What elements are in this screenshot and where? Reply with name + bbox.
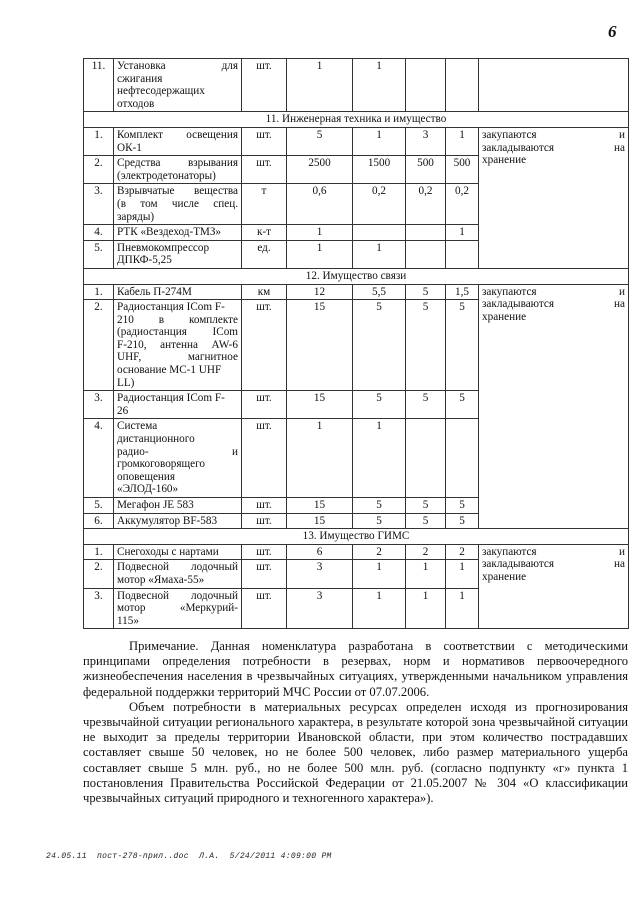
name-word: ICom xyxy=(212,326,238,339)
quantity-cell xyxy=(353,225,406,241)
name-word: «Меркурий- xyxy=(179,602,238,615)
quantity-cell: 1500 xyxy=(353,156,406,184)
name-word: комплекте xyxy=(188,313,238,326)
note-line xyxy=(482,558,625,571)
quantity-cell: 1 xyxy=(353,127,406,155)
row-number: 3. xyxy=(84,184,114,225)
row-number: 4. xyxy=(84,225,114,241)
quantity-cell: 2 xyxy=(353,544,406,560)
name-line xyxy=(117,198,238,211)
name-line xyxy=(117,561,238,574)
name-line: громкоговорящего xyxy=(117,458,206,471)
row-number: 6. xyxy=(84,513,114,529)
unit-cell: шт. xyxy=(242,513,287,529)
row-number: 5. xyxy=(84,240,114,268)
name-line: Система xyxy=(117,420,158,433)
quantity-cell: 15 xyxy=(287,498,353,514)
note-line xyxy=(482,142,625,155)
quantity-cell: 1 xyxy=(446,560,479,588)
name-word: Взрывчатые xyxy=(117,185,175,198)
item-name xyxy=(114,560,242,588)
unit-cell: шт. xyxy=(242,560,287,588)
name-word: мотор xyxy=(117,602,146,615)
note-line xyxy=(482,286,625,299)
quantity-cell: 5 xyxy=(406,300,446,391)
note-word: на xyxy=(614,558,625,571)
note-paragraph: Примечание. Данная номенклатура разработана в соответствии с методическими принципами определения потребности в резервах, норм и нормативов первоочередного жизнеобеспечения населения в чрезвычайных ситуациях, утвержденными начальником управления федеральной поддержки территорий МЧС России от 07.07.2006. xyxy=(83,639,628,699)
volume-paragraph: Объем потребности в материальных ресурсах определен исходя из прогнозирования чрезвычайной ситуации регионального характера, в результате которой зона чрезвычайной ситуации не выходит за пределы территории Ивановской области, при этом количество пострадавших составляет свыше 50 человек, но не более 500 человек, либо размер материального ущерба составляет свыше 5 млн. руб., но не более 500 млн. руб. (согласно подпункту «г» пункта 1 постановления Правительства Российской Федерации от 21.05.2007 № 304 «О классификации чрезвычайных ситуаций природного и техногенного характера»). xyxy=(83,699,628,806)
name-line: (электродетонаторы) xyxy=(117,169,216,182)
row-number: 11. xyxy=(84,59,114,112)
row-number: 2. xyxy=(84,560,114,588)
item-name xyxy=(114,225,242,241)
quantity-cell: 5 xyxy=(287,127,353,155)
note-word: закладываются xyxy=(482,558,555,571)
quantity-cell xyxy=(446,240,479,268)
note-word: закладываются xyxy=(482,141,555,154)
quantity-cell: 1 xyxy=(353,419,406,498)
name-line xyxy=(117,60,238,73)
note-word: на xyxy=(614,141,625,154)
table-row xyxy=(84,544,629,560)
unit-cell: км xyxy=(242,284,287,300)
note-word: закупаются xyxy=(482,285,537,298)
inventory-table-body xyxy=(84,59,629,629)
row-number: 1. xyxy=(84,127,114,155)
quantity-cell: 5 xyxy=(406,498,446,514)
item-name xyxy=(114,391,242,419)
quantity-cell: 1 xyxy=(353,588,406,629)
name-word: взрывания xyxy=(187,157,238,170)
quantity-cell: 1 xyxy=(446,127,479,155)
row-number: 3. xyxy=(84,588,114,629)
name-word: лодочный xyxy=(191,561,238,574)
quantity-cell: 5 xyxy=(446,300,479,391)
row-number: 5. xyxy=(84,498,114,514)
note-word: закупаются xyxy=(482,545,537,558)
section-header-row xyxy=(84,112,629,128)
quantity-cell xyxy=(406,225,446,241)
name-line xyxy=(117,446,238,459)
name-word: Подвесной xyxy=(117,589,170,602)
name-line: ОК-1 xyxy=(117,141,142,154)
quantity-cell: 5,5 xyxy=(353,284,406,300)
quantity-cell: 2 xyxy=(446,544,479,560)
name-word: антенна xyxy=(160,338,198,351)
unit-cell: шт. xyxy=(242,498,287,514)
name-word: в xyxy=(158,313,165,326)
name-word: Средства xyxy=(117,157,161,170)
name-word: (в xyxy=(117,197,127,210)
name-line xyxy=(117,314,238,327)
item-name xyxy=(114,498,242,514)
storage-note-cell xyxy=(479,127,629,268)
quantity-cell: 3 xyxy=(287,588,353,629)
note-word: и xyxy=(619,285,625,298)
row-number: 4. xyxy=(84,419,114,498)
storage-note-cell xyxy=(479,284,629,529)
quantity-cell: 5 xyxy=(446,391,479,419)
name-line: нефтесодержащих xyxy=(117,85,205,98)
quantity-cell: 0,2 xyxy=(446,184,479,225)
quantity-cell: 5 xyxy=(353,498,406,514)
quantity-cell: 3 xyxy=(406,127,446,155)
quantity-cell: 1 xyxy=(406,588,446,629)
quantity-cell: 1 xyxy=(406,560,446,588)
quantity-cell: 1 xyxy=(287,419,353,498)
note-line: хранение xyxy=(482,570,527,583)
table-row xyxy=(84,59,629,112)
item-name xyxy=(114,513,242,529)
quantity-cell: 15 xyxy=(287,391,353,419)
quantity-cell: 5 xyxy=(406,513,446,529)
row-number: 2. xyxy=(84,300,114,391)
quantity-cell: 0,2 xyxy=(406,184,446,225)
quantity-cell: 1 xyxy=(287,59,353,112)
quantity-cell: 5 xyxy=(446,498,479,514)
name-word: лодочный xyxy=(191,589,238,602)
quantity-cell: 5 xyxy=(353,300,406,391)
note-line xyxy=(482,298,625,311)
item-name xyxy=(114,240,242,268)
quantity-cell: 1 xyxy=(353,240,406,268)
name-word: F-210, xyxy=(117,338,147,351)
name-word: Установка xyxy=(117,60,166,72)
quantity-cell: 5 xyxy=(406,284,446,300)
document-footer: 24.05.11 пост-278-прил..doc Л.А. 5/24/2011 4:09:00 PM xyxy=(46,852,332,861)
note-cell-empty xyxy=(479,59,629,112)
name-line: сжигания xyxy=(117,72,163,85)
name-line: Снегоходы с нартами xyxy=(117,545,219,558)
name-line: дистанционного xyxy=(117,433,195,446)
quantity-cell: 1 xyxy=(446,588,479,629)
quantity-cell: 5 xyxy=(353,513,406,529)
row-number: 2. xyxy=(84,156,114,184)
quantity-cell: 12 xyxy=(287,284,353,300)
name-line: ДПКФ-5,25 xyxy=(117,254,172,267)
page-number: 6 xyxy=(608,22,617,41)
name-line: LL) xyxy=(117,376,135,389)
name-word: AW-6 xyxy=(211,338,238,351)
section-title: 12. Имущество связи xyxy=(84,268,629,284)
section-header-row xyxy=(84,529,629,545)
name-line: Кабель П-274М xyxy=(117,285,192,298)
quantity-cell: 5 xyxy=(353,391,406,419)
note-line: хранение xyxy=(482,310,527,323)
name-line: РТК «Вездеход-ТМЗ» xyxy=(117,226,222,239)
quantity-cell: 500 xyxy=(446,156,479,184)
quantity-cell: 15 xyxy=(287,513,353,529)
name-line: Пневмокомпрессор xyxy=(117,241,210,254)
note-word: закладываются xyxy=(482,298,555,311)
quantity-cell: 5 xyxy=(406,391,446,419)
quantity-cell: 5 xyxy=(446,513,479,529)
name-word: вещества xyxy=(194,185,238,198)
row-number: 3. xyxy=(84,391,114,419)
row-number: 1. xyxy=(84,544,114,560)
name-line xyxy=(117,326,238,339)
name-line: заряды) xyxy=(117,210,155,223)
name-line xyxy=(117,129,238,142)
name-word: (радиостанция xyxy=(117,326,187,339)
section-header-row xyxy=(84,268,629,284)
name-line: Радиостанция ICom F- xyxy=(117,392,225,405)
section-title: 11. Инженерная техника и имущество xyxy=(84,112,629,128)
quantity-cell: 500 xyxy=(406,156,446,184)
unit-cell: шт. xyxy=(242,419,287,498)
item-name xyxy=(114,184,242,225)
name-line: отходов xyxy=(117,97,155,110)
note-word: закупаются xyxy=(482,128,537,141)
name-line xyxy=(117,339,238,352)
note-line: хранение xyxy=(482,154,527,167)
item-name xyxy=(114,419,242,498)
quantity-cell xyxy=(406,240,446,268)
inventory-table xyxy=(83,58,629,629)
name-line: 26 xyxy=(117,404,129,417)
name-line: Аккумулятор BF-583 xyxy=(117,514,218,527)
unit-cell: шт. xyxy=(242,391,287,419)
name-line xyxy=(117,602,238,615)
name-line xyxy=(117,185,238,198)
name-word: для xyxy=(221,60,238,72)
name-word: числе xyxy=(171,197,199,210)
table-row xyxy=(84,284,629,300)
quantity-cell xyxy=(446,59,479,112)
quantity-cell: 1 xyxy=(446,225,479,241)
quantity-cell: 1 xyxy=(353,59,406,112)
quantity-cell: 2 xyxy=(406,544,446,560)
quantity-cell: 15 xyxy=(287,300,353,391)
unit-cell: шт. xyxy=(242,300,287,391)
name-line xyxy=(117,590,238,603)
quantity-cell: 1 xyxy=(353,560,406,588)
name-line: мотор «Ямаха-55» xyxy=(117,573,205,586)
quantity-cell: 1,5 xyxy=(446,284,479,300)
quantity-cell: 1 xyxy=(287,225,353,241)
quantity-cell: 2500 xyxy=(287,156,353,184)
row-number: 1. xyxy=(84,284,114,300)
item-name xyxy=(114,59,242,112)
item-name xyxy=(114,156,242,184)
item-name xyxy=(114,544,242,560)
name-line: Мегафон JE 583 xyxy=(117,499,194,511)
unit-cell: шт. xyxy=(242,156,287,184)
name-line: «ЭЛОД-160» xyxy=(117,483,179,496)
note-word: и xyxy=(619,545,625,558)
item-name xyxy=(114,284,242,300)
unit-cell: шт. xyxy=(242,127,287,155)
name-line xyxy=(117,157,238,170)
section-title: 13. Имущество ГИМС xyxy=(84,529,629,545)
name-word: радио- xyxy=(117,445,149,458)
item-name xyxy=(114,588,242,629)
note-word: и xyxy=(619,128,625,141)
unit-cell: шт. xyxy=(242,544,287,560)
name-line: основание MC-1 UHF xyxy=(117,364,222,377)
name-word: спец. xyxy=(213,197,238,210)
item-name xyxy=(114,300,242,391)
quantity-cell: 1 xyxy=(287,240,353,268)
quantity-cell: 6 xyxy=(287,544,353,560)
name-word: магнитное xyxy=(187,351,238,364)
quantity-cell xyxy=(446,419,479,498)
quantity-cell xyxy=(406,59,446,112)
unit-cell: т xyxy=(242,184,287,225)
table-row xyxy=(84,127,629,155)
name-line: оповещения xyxy=(117,470,176,483)
name-line: 115» xyxy=(117,614,139,627)
note-word: на xyxy=(614,298,625,311)
unit-cell: ед. xyxy=(242,240,287,268)
quantity-cell: 3 xyxy=(287,560,353,588)
name-line xyxy=(117,351,238,364)
notes-section xyxy=(83,639,628,806)
quantity-cell: 0,2 xyxy=(353,184,406,225)
quantity-cell xyxy=(406,419,446,498)
name-word: освещения xyxy=(186,128,238,141)
name-word: Комплект xyxy=(117,128,164,141)
storage-note-cell xyxy=(479,544,629,629)
name-word: UHF, xyxy=(117,351,142,364)
name-word: и xyxy=(232,445,238,458)
name-line: Радиостанция ICom F- xyxy=(117,301,225,314)
quantity-cell: 0,6 xyxy=(287,184,353,225)
name-word: 210 xyxy=(117,313,134,326)
name-word: Подвесной xyxy=(117,561,170,574)
unit-cell: шт. xyxy=(242,588,287,629)
item-name xyxy=(114,127,242,155)
note-line xyxy=(482,129,625,142)
note-line xyxy=(482,546,625,559)
unit-cell: шт. xyxy=(242,59,287,112)
name-word: том xyxy=(140,197,158,210)
unit-cell: к-т xyxy=(242,225,287,241)
